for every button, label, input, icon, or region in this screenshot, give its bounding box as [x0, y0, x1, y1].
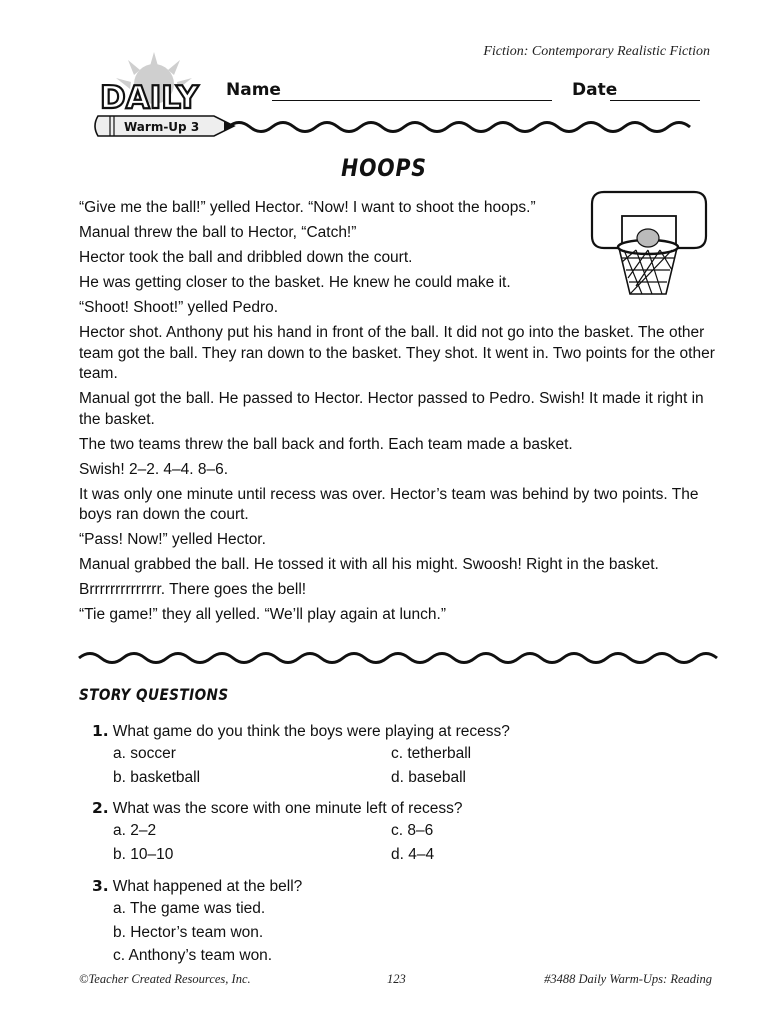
question-1 [92, 722, 712, 792]
logo-subtitle: Warm-Up 3 [124, 120, 200, 134]
question-number: 2. [92, 799, 109, 817]
story-paragraph: He was getting closer to the basket. He knew he could make it. [79, 274, 511, 291]
answer-option[interactable]: c. tetherball [391, 745, 472, 762]
header-wave-divider [0, 116, 768, 138]
questions-heading: STORY QUESTIONS [79, 685, 229, 704]
story-paragraph: Hector took the ball and dribbled down the court. [79, 249, 413, 266]
answer-option[interactable]: b. 10–10 [113, 845, 174, 863]
question-number: 3. [92, 877, 109, 895]
story-paragraph: Manual got the ball. He passed to Hector. Hector passed to Pedro. Swish! It made it right in the basket. [79, 390, 704, 428]
name-date-row [226, 80, 716, 106]
date-label: Date [572, 80, 618, 100]
answer-option[interactable]: d. baseball [391, 768, 466, 786]
genre-label: Fiction: Contemporary Realistic Fiction [483, 44, 710, 59]
story-paragraph: “Give me the ball!” yelled Hector. “Now! I want to shoot the hoops.” [79, 199, 536, 216]
answer-option[interactable]: c. 8–6 [391, 822, 434, 839]
story-paragraph: The two teams threw the ball back and forth. Each team made a basket. [79, 435, 573, 453]
answer-option[interactable]: a. 2–2 [113, 822, 157, 839]
question-2 [92, 799, 712, 869]
question-3 [92, 877, 712, 971]
answer-option[interactable]: a. The game was tied. [113, 900, 266, 917]
story-title: HOOPS [341, 154, 427, 182]
story-paragraph: “Shoot! Shoot!” yelled Pedro. [79, 299, 279, 316]
question-text: What game do you think the boys were playing at recess? [112, 723, 510, 740]
story-paragraph: It was only one minute until recess was over. Hector’s team was behind by two points. The boys ran down the court. [79, 485, 699, 523]
answer-option[interactable]: b. basketball [113, 768, 201, 786]
story-text [79, 198, 719, 630]
story-paragraph: Manual threw the ball to Hector, “Catch!” [79, 224, 357, 241]
story-paragraph: Brrrrrrrrrrrrrr. There goes the bell! [79, 581, 307, 598]
question-text: What happened at the bell? [112, 878, 303, 895]
date-field-line[interactable] [610, 100, 700, 101]
answer-option[interactable]: d. 4–4 [391, 845, 435, 863]
story-paragraph: Hector shot. Anthony put his hand in front of the ball. It did not go into the basket. The other team got the ball. They ran down to the basket. They shot. It went in. Two points for the other team. [79, 324, 715, 382]
story-paragraph: Swish! 2–2. 4–4. 8–6. [79, 460, 229, 478]
footer-book-title: #3488 Daily Warm-Ups: Reading [544, 972, 712, 986]
answer-option[interactable]: c. Anthony’s team won. [113, 947, 273, 964]
answer-option[interactable]: b. Hector’s team won. [113, 923, 264, 941]
section-wave-divider [0, 646, 768, 670]
footer-copyright: ©Teacher Created Resources, Inc. [79, 972, 251, 986]
story-paragraph: “Pass! Now!” yelled Hector. [79, 531, 266, 548]
name-field-line[interactable] [272, 100, 552, 101]
footer-page-number: 123 [387, 972, 406, 986]
question-text: What was the score with one minute left of recess? [112, 800, 463, 817]
story-paragraph: “Tie game!” they all yelled. “We’ll play again at lunch.” [79, 606, 446, 623]
question-number: 1. [92, 722, 109, 740]
story-paragraph: Manual grabbed the ball. He tossed it with all his might. Swoosh! Right in the basket. [79, 556, 659, 573]
name-label: Name [226, 80, 281, 100]
logo-word: DAILY [100, 80, 199, 116]
answer-option[interactable]: a. soccer [113, 745, 176, 762]
